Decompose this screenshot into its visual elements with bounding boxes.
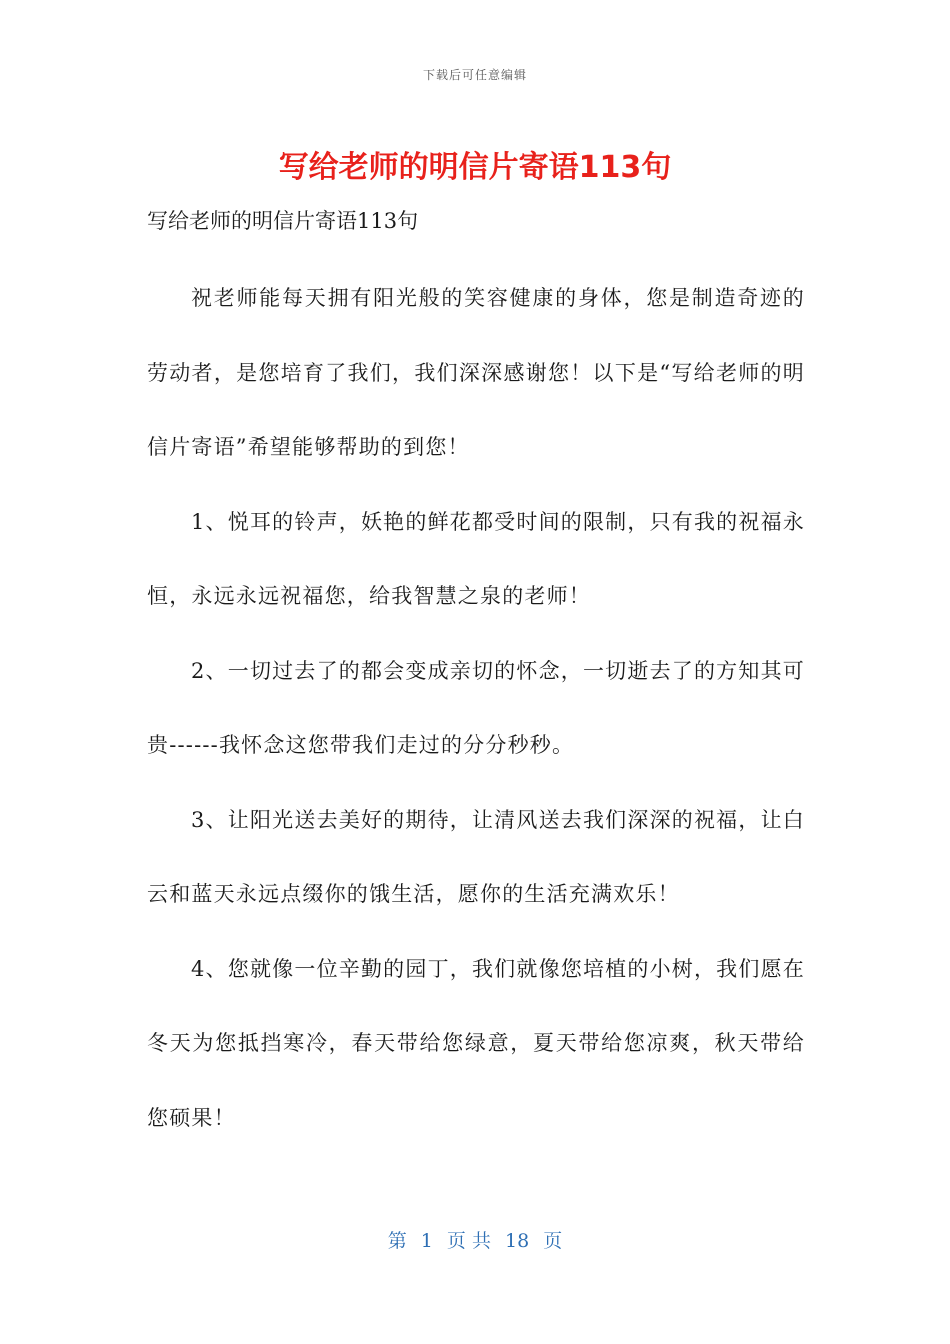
page-footer xyxy=(0,1226,950,1253)
paragraph-item-1: 1、悦耳的铃声，妖艳的鲜花都受时间的限制，只有我的祝福永恒，永远永远祝福您，给我智慧之泉的老师！ xyxy=(147,509,805,608)
document-title: 写给老师的明信片寄语113句 xyxy=(278,150,672,185)
footer-prefix: 第 xyxy=(387,1230,407,1252)
footer-total-pages: 18 xyxy=(505,1230,530,1252)
paragraph-item-2: 2、一切过去了的都会变成亲切的怀念，一切逝去了的方知其可贵------我怀念这您带我们走过的分分秒秒。 xyxy=(147,658,805,757)
paragraph-item-3: 3、让阳光送去美好的期待，让清风送去我们深深的祝福，让白云和蓝天永远点缀你的饿生活，愿你的生活充满欢乐！ xyxy=(147,807,805,906)
document-subtitle: 写给老师的明信片寄语113句 xyxy=(147,209,419,233)
footer-middle: 页 共 xyxy=(446,1230,491,1252)
footer-current-page: 1 xyxy=(420,1230,433,1252)
header-note: 下载后可任意编辑 xyxy=(422,68,527,82)
paragraph-intro: 祝老师能每天拥有阳光般的笑容健康的身体，您是制造奇迹的劳动者，是您培育了我们，我们深深感谢您！以下是“写给老师的明信片寄语”希望能够帮助的到您！ xyxy=(147,286,805,459)
paragraph-item-4: 4、您就像一位辛勤的园丁，我们就像您培植的小树，我们愿在冬天为您抵挡寒冷，春天带给您绿意，夏天带给您凉爽，秋天带给您硕果！ xyxy=(147,956,805,1130)
document-body xyxy=(147,261,805,1155)
footer-suffix: 页 xyxy=(543,1230,563,1252)
